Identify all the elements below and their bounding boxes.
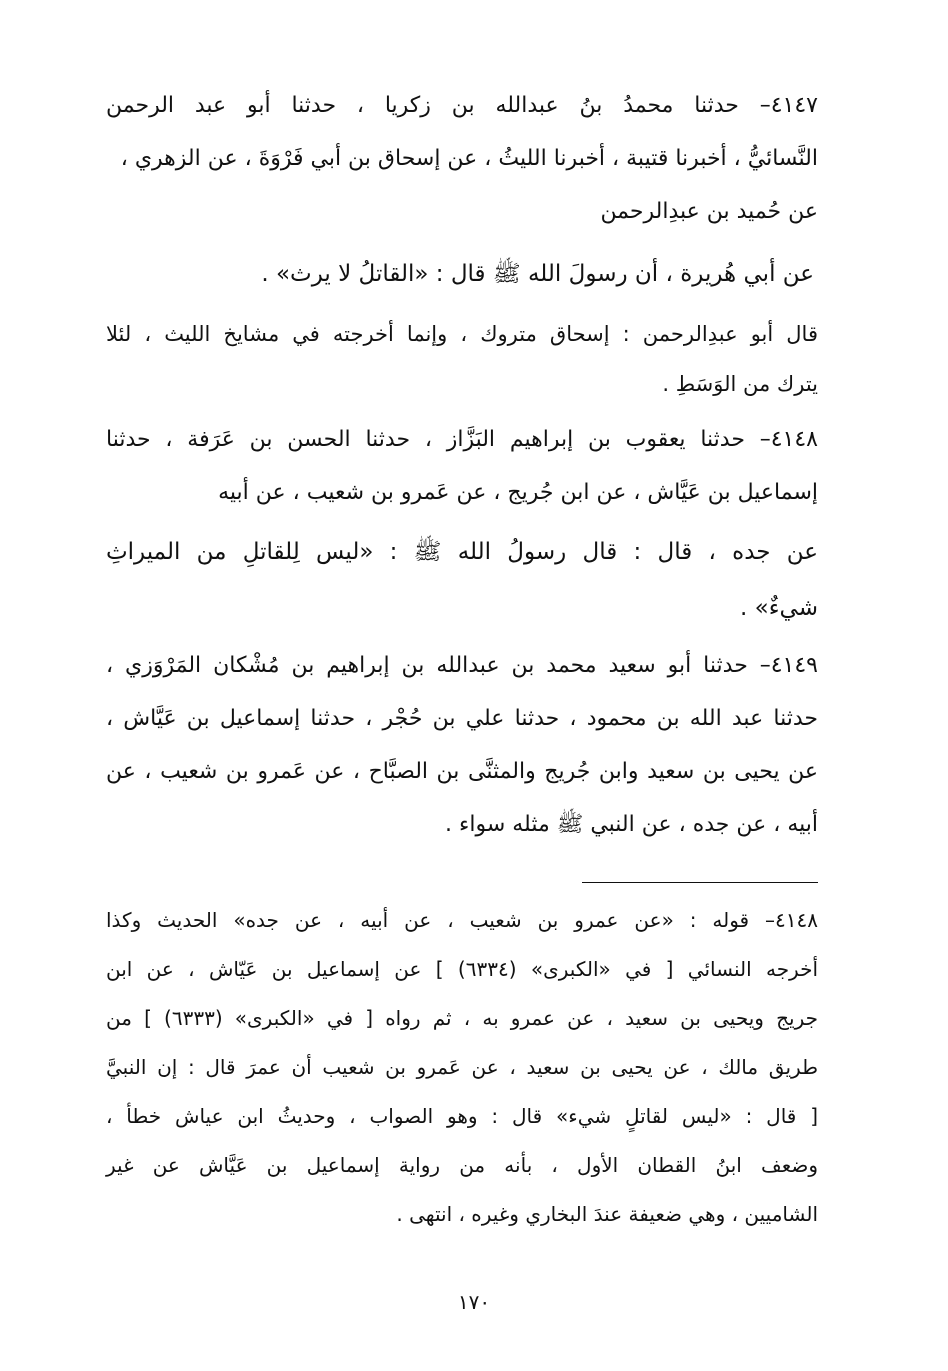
hadith-4148-matn <box>106 538 818 622</box>
footnote <box>106 906 818 1228</box>
hadith-4148-isnad <box>106 426 818 507</box>
text-line: قال أبو عبدِالرحمن : إسحاق متروك ، وإنما أخرجته في مشايخ الليث ، لئلا <box>106 322 818 346</box>
footnote-line: أخرجه النسائي [ في «الكبرى» (٦٣٣٤) ] عن إسماعيل بن عَيّاش ، عن ابن <box>106 957 819 981</box>
footnote-line: [ قال : «ليس لقاتلٍ شيء» قال : وهو الصواب ، وحديثُ ابن عياش خطأ ، <box>106 1104 818 1128</box>
text-line: عن أبي هُريرة ، أن رسولَ الله ﷺ قال : «القاتلُ لا يرث» . <box>261 261 814 287</box>
footnote-line: طريق مالك ، عن يحيى بن سعيد ، عن عَمرو بن شعيب أن عمرَ قال : إن النبيَّ <box>106 1055 818 1079</box>
text-line: النَّسائيُّ ، أخبرنا قتيبة ، أخبرنا الليثُ ، عن إسحاق بن أبي فَرْوَةَ ، عن الزهري ، <box>120 146 818 171</box>
text-line: شيءٌ» . <box>740 595 818 621</box>
text-line: أبيه ، عن جده ، عن النبي ﷺ مثله سواء . <box>445 812 818 837</box>
hadith-4147-matn <box>106 260 818 288</box>
text-line: عن حُميد بن عبدِالرحمن <box>600 199 818 224</box>
text-line: عن يحيى بن سعيد وابن جُريج والمثنَّى بن الصبَّاح ، عن عَمرو بن شعيب ، عن <box>106 759 818 784</box>
hadith-4149-text <box>106 652 818 839</box>
text-line: عن جده ، قال : قال رسولُ الله ﷺ : «ليس لِلقاتلِ من الميراثِ <box>106 539 818 565</box>
footnote-line: الشاميين ، وهي ضعيفة عندَ البخاري وغيره ، انتهى . <box>396 1202 818 1226</box>
page-number: ١٧٠ <box>457 1290 491 1314</box>
footnote-line: وضعف ابنُ القطان الأول ، بأنه من رواية إسماعيل بن عَيَّاش عن غير <box>106 1153 818 1177</box>
hadith-4147-isnad <box>106 92 818 226</box>
text-line: يترك من الوَسَطِ . <box>662 372 818 396</box>
footnote-line: جريج ويحيى بن سعيد ، عن عمرو به ، ثم رواه [ في «الكبرى» (٦٣٣٣) ] من <box>106 1006 818 1030</box>
text-line: حدثنا عبد الله بن محمود ، حدثنا علي بن حُجْر ، حدثنا إسماعيل بن عَيَّاش ، <box>106 706 818 731</box>
text-line: ٤١٤٧– حدثنا محمدُ بنُ عبدالله بن زكريا ، حدثنا أبو عبد الرحمن <box>106 93 818 118</box>
text-line: ٤١٤٩– حدثنا أبو سعيد محمد بن عبدالله بن إبراهيم بن مُشْكان المَرْوَزي ، <box>106 653 818 678</box>
text-line: إسماعيل بن عَيَّاش ، عن ابن جُريج ، عن عَمرو بن شعيب ، عن أبيه <box>218 480 818 505</box>
footnote-divider <box>582 882 818 883</box>
text-line: ٤١٤٨– حدثنا يعقوب بن إبراهيم البَزَّاز ، حدثنا الحسن بن عَرَفة ، حدثنا <box>106 427 818 452</box>
hadith-4147-comment <box>106 320 818 398</box>
footnote-line: ٤١٤٨– قوله : «عن عمرو بن شعيب ، عن أبيه ، عن جده» الحديث وكذا <box>106 908 818 932</box>
